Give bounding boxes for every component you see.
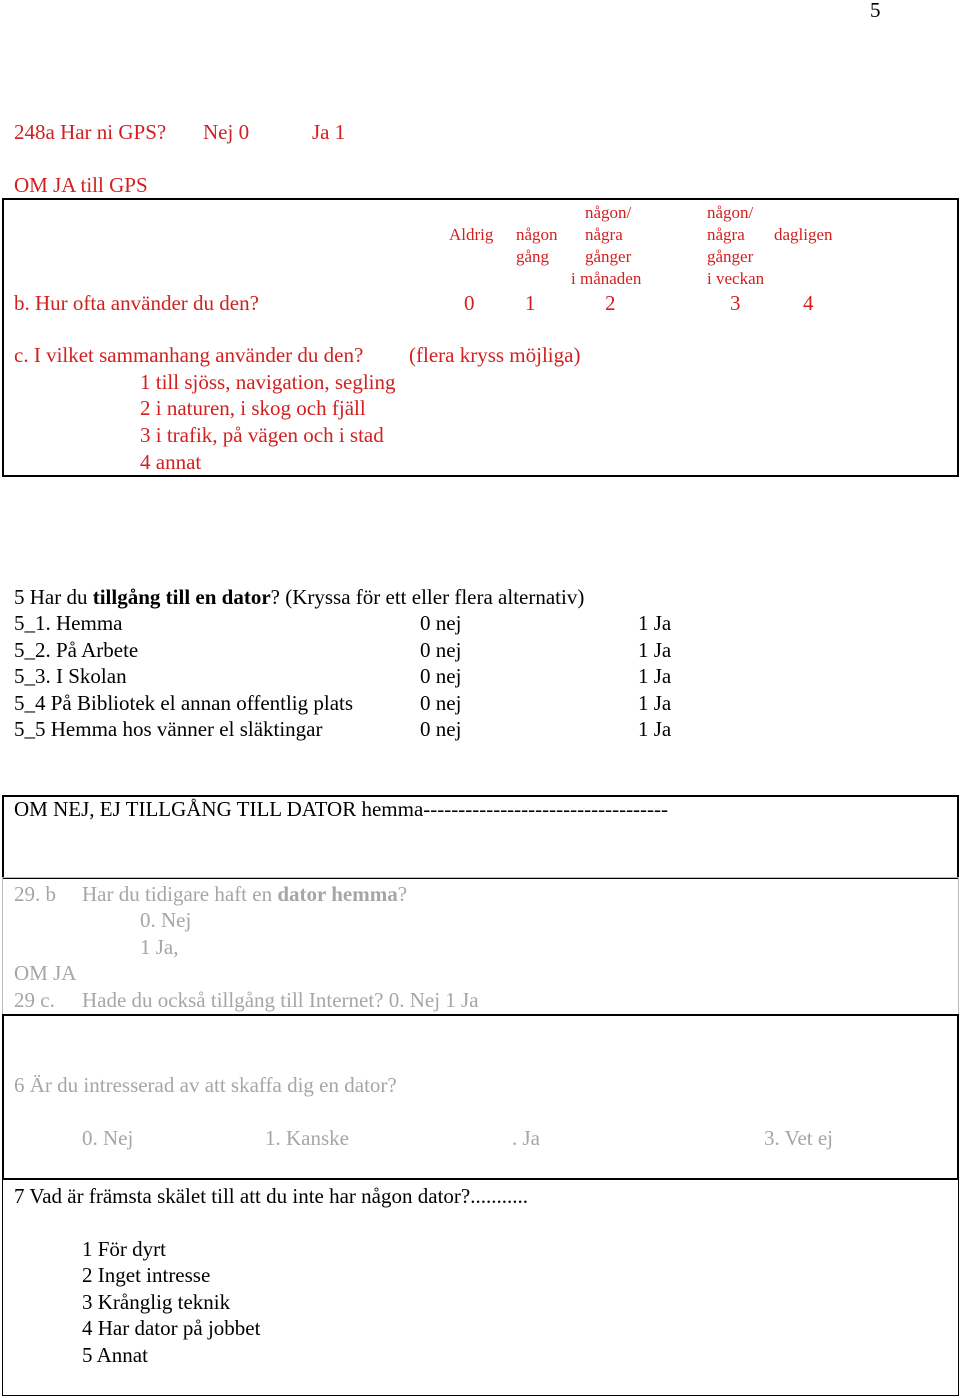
q5-row-4-label: 5_4 På Bibliotek el annan offentlig plats	[14, 691, 354, 715]
freq-header-month-1: någon/	[585, 203, 632, 222]
freq-header-month-3: gånger	[585, 247, 632, 266]
freq-value-0[interactable]: 0	[464, 291, 475, 315]
question-c-note: (flera kryss möjliga)	[409, 343, 581, 367]
q5-row-3-label: 5_3. I Skolan	[14, 664, 127, 688]
q29b-question: Har du tidigare haft en dator hemma?	[82, 882, 408, 906]
q248a-option-yes[interactable]: Ja 1	[312, 120, 346, 144]
q5-row-2-yes[interactable]: 1 Ja	[638, 638, 672, 662]
q5-row-5-no[interactable]: 0 nej	[420, 717, 462, 741]
freq-value-1[interactable]: 1	[525, 291, 536, 315]
context-option-1[interactable]: 1 till sjöss, navigation, segling	[140, 370, 396, 394]
q6-option-dont-know[interactable]: 3. Vet ej	[764, 1126, 834, 1150]
q29b-option-yes[interactable]: 1 Ja,	[140, 935, 179, 959]
freq-header-never: Aldrig	[449, 225, 494, 244]
q29-om-ja: OM JA	[14, 961, 77, 985]
context-option-3[interactable]: 3 i trafik, på vägen och i stad	[140, 423, 384, 447]
q5-row-1-yes[interactable]: 1 Ja	[638, 611, 672, 635]
q5-row-3-no[interactable]: 0 nej	[420, 664, 462, 688]
freq-header-month-4: i månaden	[571, 269, 642, 288]
q29c-number: 29 c.	[14, 988, 55, 1012]
q7-option-5[interactable]: 5 Annat	[82, 1343, 148, 1367]
freq-value-2[interactable]: 2	[605, 291, 616, 315]
freq-header-week-3: gånger	[707, 247, 754, 266]
freq-header-month-2: några	[585, 225, 623, 244]
q5-row-4-yes[interactable]: 1 Ja	[638, 691, 672, 715]
question-5: 5 Har du tillgång till en dator? (Kryssa för ett eller flera alternativ)	[14, 585, 585, 609]
q6-box	[2, 1014, 959, 1180]
question-248a-label: 248a Har ni GPS?	[14, 120, 167, 144]
q7-option-2[interactable]: 2 Inget intresse	[82, 1263, 211, 1287]
question-c: c. I vilket sammanhang använder du den?	[14, 343, 364, 367]
q6-option-yes[interactable]: . Ja	[512, 1126, 540, 1150]
q29b-number: 29. b	[14, 882, 56, 906]
q5-row-3-yes[interactable]: 1 Ja	[638, 664, 672, 688]
freq-value-4[interactable]: 4	[803, 291, 814, 315]
q7-option-3[interactable]: 3 Krånglig teknik	[82, 1290, 231, 1314]
q5-row-1-label: 5_1. Hemma	[14, 611, 123, 635]
freq-header-once-2: gång	[516, 247, 550, 266]
q5-row-1-no[interactable]: 0 nej	[420, 611, 462, 635]
q29b-option-no[interactable]: 0. Nej	[140, 908, 192, 932]
question-6: 6 Är du intresserad av att skaffa dig en dator?	[14, 1073, 397, 1097]
om-nej-heading: OM NEJ, EJ TILLGÅNG TILL DATOR hemma-----------------------------------	[14, 797, 669, 821]
question-7: 7 Vad är främsta skälet till att du inte har någon dator?...........	[14, 1184, 528, 1208]
context-option-2[interactable]: 2 i naturen, i skog och fjäll	[140, 396, 366, 420]
freq-header-week-2: några	[707, 225, 745, 244]
freq-header-once-1: någon	[516, 225, 558, 244]
q7-option-1[interactable]: 1 För dyrt	[82, 1237, 166, 1261]
q5-row-4-no[interactable]: 0 nej	[420, 691, 462, 715]
page-number: 5	[870, 0, 881, 22]
q5-row-5-label: 5_5 Hemma hos vänner el släktingar	[14, 717, 323, 741]
freq-header-week-4: i veckan	[707, 269, 765, 288]
freq-value-3[interactable]: 3	[730, 291, 741, 315]
freq-header-daily: dagligen	[774, 225, 833, 244]
q29c-question: Hade du också tillgång till Internet? 0. Nej 1 Ja	[82, 988, 479, 1012]
q5-row-2-label: 5_2. På Arbete	[14, 638, 139, 662]
q7-option-4[interactable]: 4 Har dator på jobbet	[82, 1316, 261, 1340]
q248a-option-no[interactable]: Nej 0	[203, 120, 250, 144]
gps-heading: OM JA till GPS	[14, 173, 148, 197]
q6-option-maybe[interactable]: 1. Kanske	[265, 1126, 349, 1150]
freq-header-week-1: någon/	[707, 203, 754, 222]
q5-row-2-no[interactable]: 0 nej	[420, 638, 462, 662]
question-b: b. Hur ofta använder du den?	[14, 291, 259, 315]
context-option-4[interactable]: 4 annat	[140, 450, 202, 474]
q6-option-no[interactable]: 0. Nej	[82, 1126, 134, 1150]
q5-row-5-yes[interactable]: 1 Ja	[638, 717, 672, 741]
